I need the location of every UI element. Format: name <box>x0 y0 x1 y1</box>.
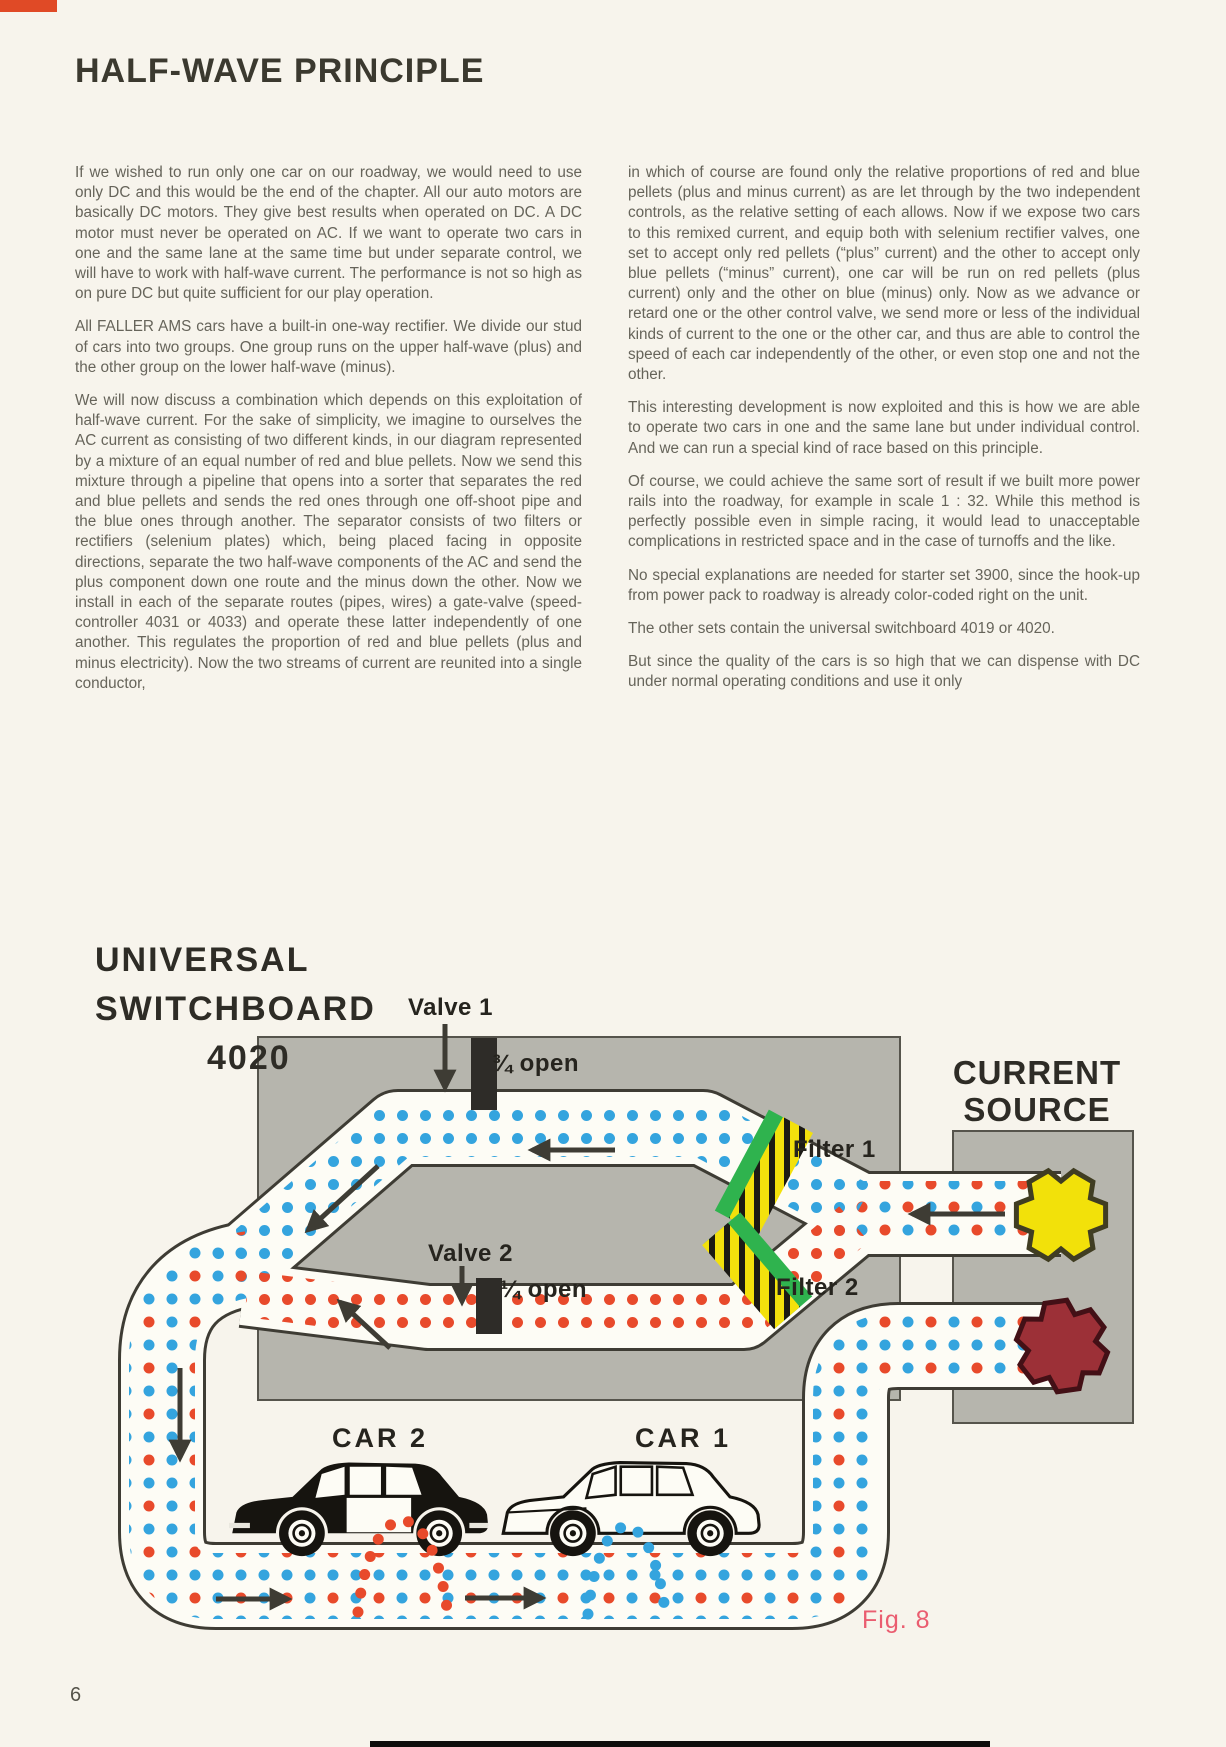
valve2-state: ¼ open <box>500 1276 588 1303</box>
current-source-title <box>940 1054 1134 1128</box>
page-number: 6 <box>70 1684 82 1706</box>
switchboard-title-line2: SWITCHBOARD <box>95 990 376 1028</box>
valve1-label: Valve 1 <box>408 994 493 1021</box>
paragraph: But since the quality of the cars is so high that we can dispense with DC under normal operating conditions and use it only <box>628 653 1140 691</box>
paragraph: No special explanations are needed for starter set 3900, since the hook-up from power pack to roadway is already color-coded right on the unit. <box>628 566 1140 604</box>
filter2-label: Filter 2 <box>776 1274 859 1301</box>
valve-2-bar <box>476 1278 502 1334</box>
left-column <box>75 163 582 707</box>
paragraph: This interesting development is now exploited and this is how we are able to operate two cars in one and the same lane but under individual control. And we can run a special kind of race based on this principle. <box>628 399 1140 457</box>
car2-label: CAR 2 <box>331 1423 428 1453</box>
right-column <box>628 163 1140 706</box>
switchboard-title-line3: 4020 <box>207 1039 291 1077</box>
current-source-title-line1: CURRENT <box>952 1054 1122 1091</box>
paragraph: We will now discuss a combination which depends on this exploitation of half-wave current. For the sake of simplicity, we imagine to ourselves the AC current as consisting of two different kinds, in our diagram represented by a mixture of an equal number of red and blue pellets. Now we send this mixture through a pipeline that opens into a sorter that separates the red and blue pellets and sends the red ones through one off-shoot pipe and the blue ones through another. The separator consists of two filters or rectifiers (selenium plates) which, being placed facing in opposite directions, separate the two half-wave components of the AC and send the plus component down one route and the minus down the other. Now we install in each of the separate routes (pipes, wires) a gate-valve (speed-controller 4031 or 4033) and operate these latter independently of one another. This regulates the proportion of red and blue pellets (plus and minus electricity). Now the two streams of current are reunited into a single conductor, <box>75 392 582 692</box>
paragraph: in which of course are found only the relative proportions of red and blue pellets (plus and minus current) as are let through by the two independent controls, as the relative setting of each allows. Now if we expose two cars to this remixed current, and equip both with selenium rectifier valves, one set to accept only red pellets (“plus” current) and the other to accept only blue pellets (“minus” current), one car will be run on red pellets (plus current) only and the other on blue (minus) only. Now as we advance or retard one or the other control valve, we send more or less of the individual kinds of current to the one or the other car, and thus are able to control the speed of each car independently of the other, or even stop one and not the other. <box>628 164 1140 384</box>
paragraph: Of course, we could achieve the same sort of result if we built more power rails into the roadway, for example in scale 1 : 32. While this method is perfectly possible even in simple racing, it would lead to unacceptable complications in restricted space and in the case of turnoffs and the like. <box>628 472 1140 551</box>
paragraph: The other sets contain the universal switchboard 4019 or 4020. <box>628 620 1055 638</box>
valve1-state: ¾ open <box>492 1050 580 1077</box>
figure-caption: Fig. 8 <box>862 1606 931 1634</box>
paragraph: If we wished to run only one car on our roadway, we would need to use only DC and this would be the end of the chapter. All our auto motors are basically DC motors. They give best results when operated on DC. A DC motor must never be operated on AC. If we want to operate two cars in one and the same lane at the same time but under separate control, we will have to work with half-wave current. The performance is not so high as on pure DC but quite sufficient for our play operation. <box>75 164 582 303</box>
valve2-label: Valve 2 <box>428 1240 513 1267</box>
filter1-label: Filter 1 <box>793 1136 876 1163</box>
car1-label: CAR 1 <box>634 1423 731 1453</box>
bottom-registration-bar <box>370 1741 990 1747</box>
paragraph: All FALLER AMS cars have a built-in one-way rectifier. We divide our stud of cars into two groups. One group runs on the upper half-wave (plus) and the other group on the lower half-wave (minus). <box>75 318 582 376</box>
current-source-plus-gear <box>1016 1171 1105 1259</box>
page-title: HALF-WAVE PRINCIPLE <box>75 52 485 90</box>
corner-accent-bar <box>0 0 57 12</box>
switchboard-title-line1: UNIVERSAL <box>95 941 310 979</box>
car2-white-door-panel <box>347 1498 411 1532</box>
switchboard-title <box>95 936 376 1083</box>
current-source-title-line2: SOURCE <box>963 1091 1111 1128</box>
